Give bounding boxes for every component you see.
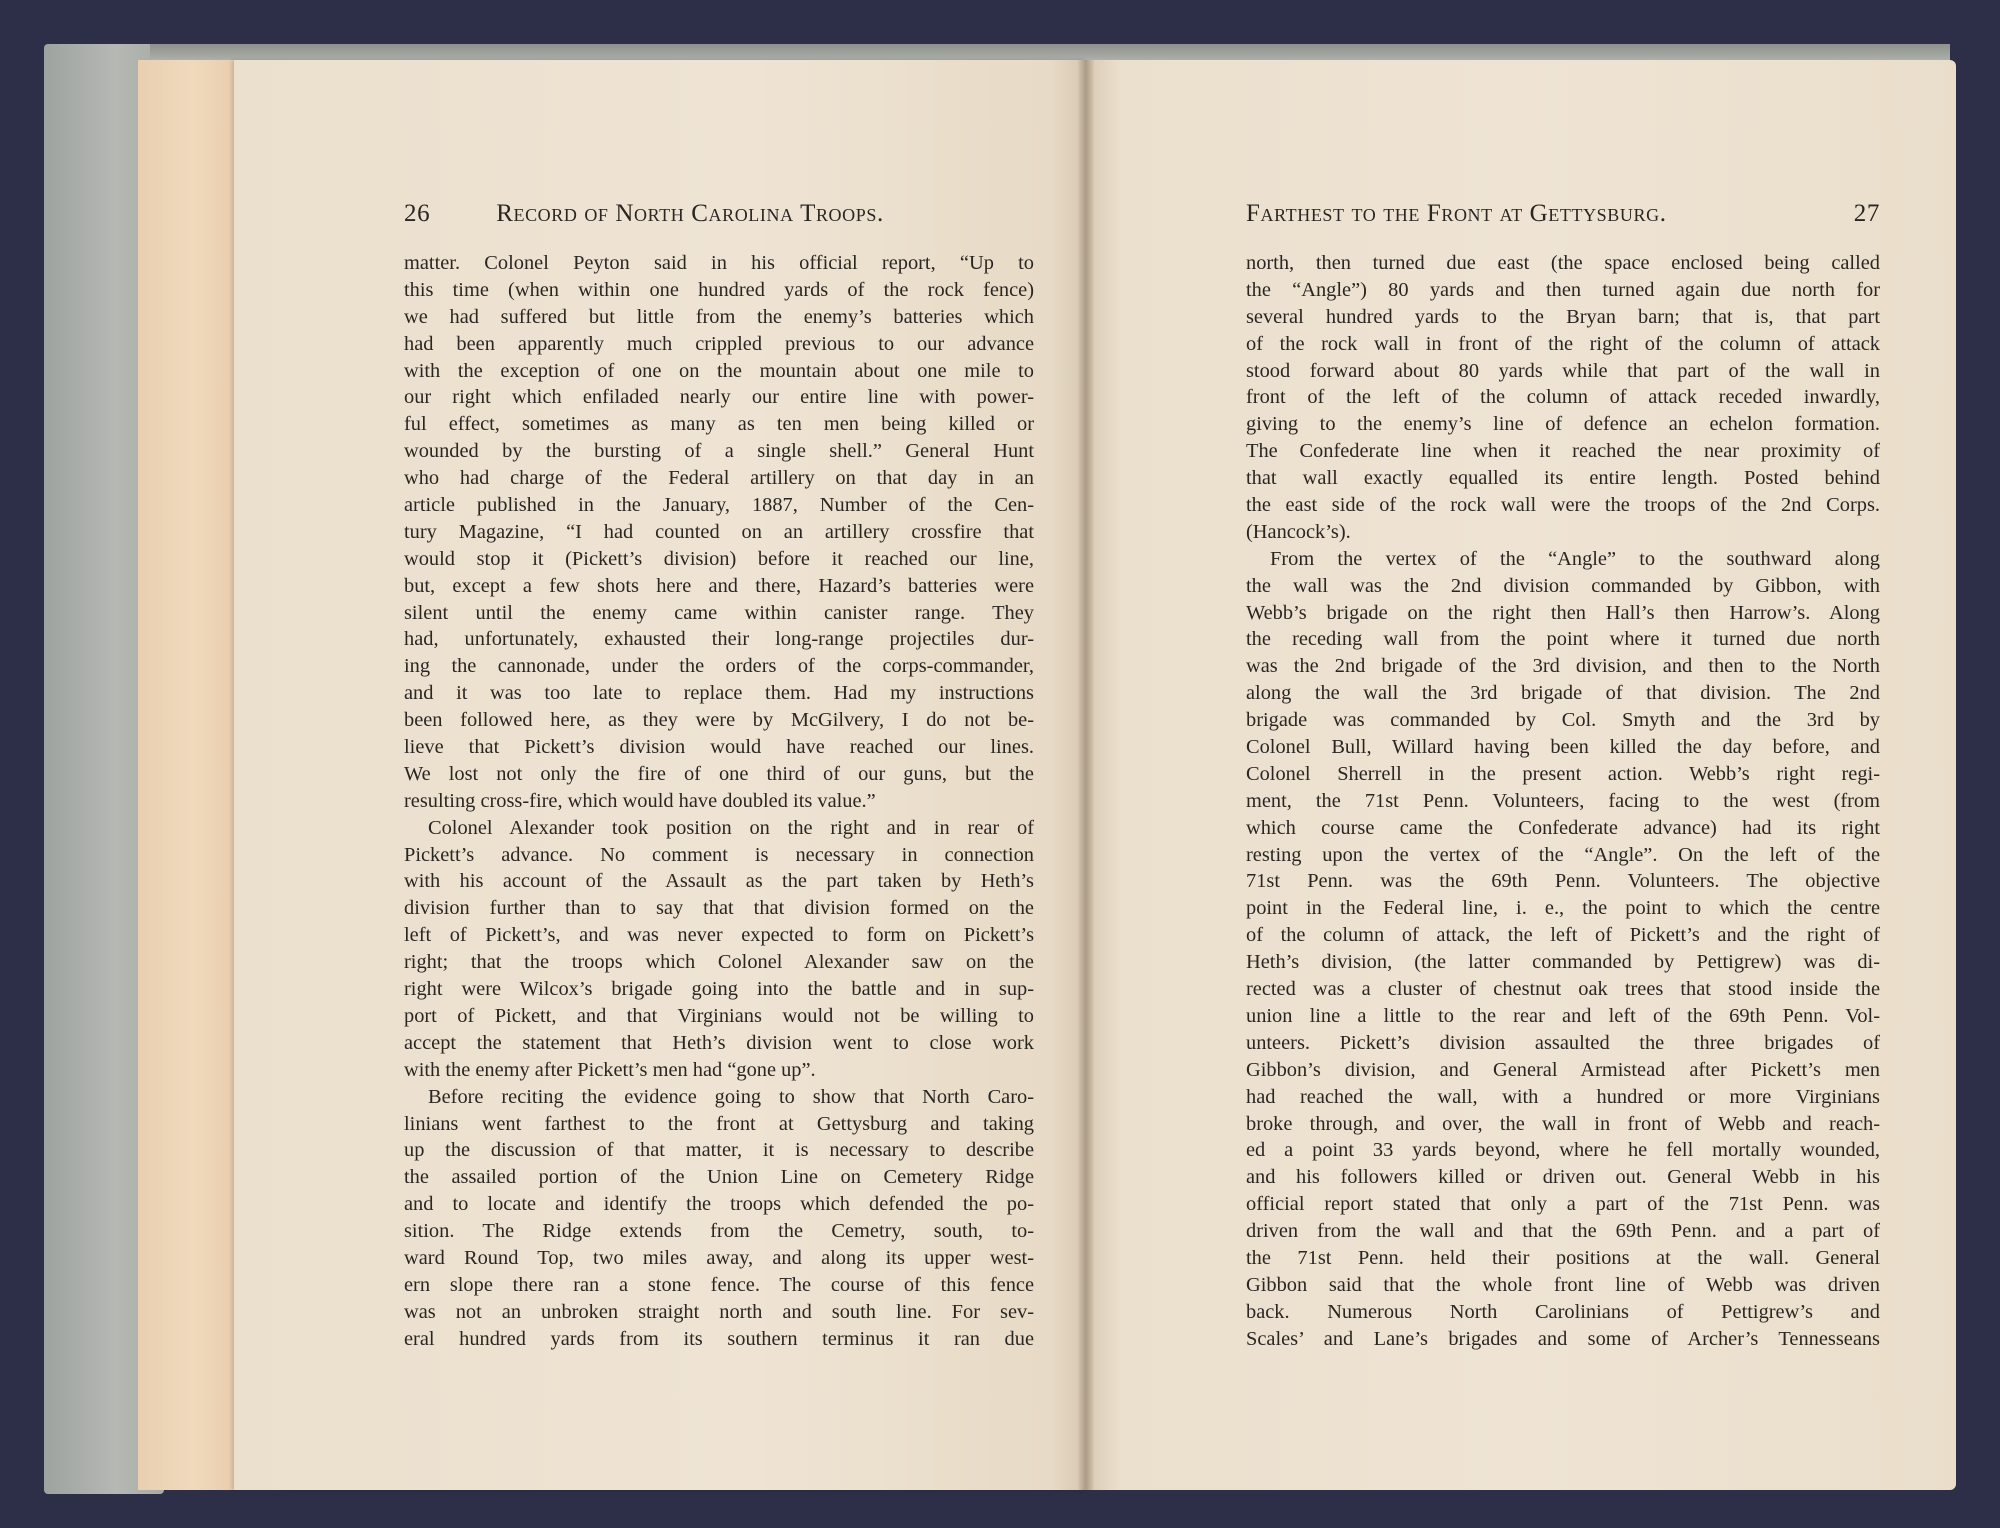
text-line: eral hundred yards from its southern terminus it ran due — [404, 1327, 1034, 1350]
right-running-title: Farthest to the Front at Gettysburg. — [1246, 200, 1667, 227]
text-line: resulting cross-fire, which would have doubled its value.” — [404, 789, 876, 812]
right-running-head — [1246, 200, 1880, 232]
text-line: right were Wilcox’s brigade going into the battle and in sup- — [404, 978, 1034, 1001]
text-line: our right which enfiladed nearly our entire line with power- — [404, 386, 1034, 409]
text-line: Pickett’s advance. No comment is necessary in connection — [404, 843, 1034, 866]
text-line: with his account of the Assault as the part taken by Heth’s — [404, 870, 1034, 893]
text-line: unteers. Pickett’s division assaulted the three brigades of — [1246, 1031, 1880, 1054]
text-line: north, then turned due east (the space enclosed being called — [1246, 252, 1880, 274]
text-line: article published in the January, 1887, Number of the Cen- — [404, 494, 1034, 517]
text-line: Heth’s division, (the latter commanded by Pettigrew) was di- — [1246, 951, 1880, 974]
text-line: silent until the enemy came within canister range. They — [404, 601, 1034, 624]
text-line: of the column of attack, the left of Pickett’s and the right of — [1246, 924, 1880, 947]
text-line: brigade was commanded by Col. Smyth and the 3rd by — [1246, 709, 1880, 732]
text-line: From the vertex of the “Angle” to the southward along — [1270, 547, 1880, 570]
text-line: and it was too late to replace them. Had my instructions — [404, 682, 1034, 705]
text-line: the 71st Penn. held their positions at the wall. General — [1246, 1246, 1880, 1269]
text-line: this time (when within one hundred yards of the rock fence) — [404, 278, 1034, 301]
text-line: the east side of the rock wall were the troops of the 2nd Corps. — [1246, 494, 1880, 517]
text-line: we had suffered but little from the enemy’s batteries which — [404, 305, 1034, 328]
text-line: Colonel Sherrell in the present action. Webb’s right regi- — [1246, 762, 1880, 785]
text-line: was not an unbroken straight north and south line. For sev- — [404, 1300, 1034, 1323]
left-running-title: Record of North Carolina Troops. — [496, 200, 884, 227]
text-line: ment, the 71st Penn. Volunteers, facing to the west (from — [1246, 789, 1880, 812]
book-gutter — [1078, 60, 1094, 1490]
text-line: stood forward about 80 yards while that part of the wall in — [1246, 359, 1880, 382]
text-line: resting upon the vertex of the “Angle”. On the left of the — [1246, 843, 1880, 866]
text-line: giving to the enemy’s line of defence an echelon formation. — [1246, 413, 1880, 436]
text-line: had, unfortunately, exhausted their long-range projectiles dur- — [404, 628, 1034, 651]
text-line: wounded by the bursting of a single shell.” General Hunt — [404, 440, 1034, 463]
text-line: of the rock wall in front of the right of the column of attack — [1246, 332, 1880, 355]
left-page-text — [404, 250, 1034, 1353]
text-line: union line a little to the rear and left of the 69th Penn. Vol- — [1246, 1004, 1880, 1027]
right-page-number: 27 — [1853, 200, 1880, 227]
text-line: up the discussion of that matter, it is necessary to describe — [404, 1139, 1034, 1162]
left-page — [234, 60, 1086, 1490]
text-line: Colonel Bull, Willard having been killed the day before, and — [1246, 736, 1880, 759]
text-line: and to locate and identify the troops which defended the po- — [404, 1193, 1034, 1216]
text-line: ing the cannonade, under the orders of the corps-commander, — [404, 655, 1034, 678]
right-page — [1086, 60, 1956, 1490]
text-line: rected was a cluster of chestnut oak trees that stood inside the — [1246, 978, 1880, 1001]
text-line: right; that the troops which Colonel Alexander saw on the — [404, 951, 1034, 974]
text-line: linians went farthest to the front at Gettysburg and taking — [404, 1112, 1034, 1135]
text-line: several hundred yards to the Bryan barn; that is, that part — [1246, 305, 1880, 328]
left-page-number: 26 — [404, 200, 431, 227]
text-line: left of Pickett’s, and was never expected to form on Pickett’s — [404, 924, 1034, 947]
text-line: was the 2nd brigade of the 3rd division, and then to the North — [1246, 655, 1880, 678]
text-line: had reached the wall, with a hundred or more Virginians — [1246, 1085, 1880, 1108]
text-line: We lost not only the fire of one third of our guns, but the — [404, 762, 1034, 785]
text-line: the wall was the 2nd division commanded by Gibbon, with — [1246, 574, 1880, 597]
text-line: driven from the wall and that the 69th Penn. and a part of — [1246, 1220, 1880, 1243]
text-line: Webb’s brigade on the right then Hall’s then Harrow’s. Along — [1246, 601, 1880, 624]
text-line: matter. Colonel Peyton said in his official report, “Up to — [404, 252, 1034, 274]
text-line: broke through, and over, the wall in front of Webb and reach- — [1246, 1112, 1880, 1135]
text-line: The Confederate line when it reached the near proximity of — [1246, 440, 1880, 463]
text-line: Before reciting the evidence going to show that North Caro- — [428, 1085, 1034, 1108]
flyleaf-edge — [138, 60, 248, 1490]
text-line: front of the left of the column of attack receded inwardly, — [1246, 386, 1880, 409]
text-line: but, except a few shots here and there, Hazard’s batteries were — [404, 574, 1034, 597]
text-line: the assailed portion of the Union Line on Cemetery Ridge — [404, 1166, 1034, 1189]
text-line: ful effect, sometimes as many as ten men being killed or — [404, 413, 1034, 436]
text-line: ward Round Top, two miles away, and along its upper west- — [404, 1246, 1034, 1269]
text-line: tury Magazine, “I had counted on an artillery crossfire that — [404, 520, 1034, 543]
text-line: been followed here, as they were by McGilvery, I do not be- — [404, 709, 1034, 732]
text-line: port of Pickett, and that Virginians would not be willing to — [404, 1004, 1034, 1027]
text-line: (Hancock’s). — [1246, 520, 1351, 543]
text-line: Gibbon’s division, and General Armistead after Pickett’s men — [1246, 1058, 1880, 1081]
text-line: with the enemy after Pickett’s men had “gone up”. — [404, 1058, 816, 1081]
text-line: 71st Penn. was the 69th Penn. Volunteers. The objective — [1246, 870, 1880, 893]
text-line: sition. The Ridge extends from the Cemetry, south, to- — [404, 1220, 1034, 1243]
text-line: along the wall the 3rd brigade of that division. The 2nd — [1246, 682, 1880, 705]
text-line: with the exception of one on the mountain about one mile to — [404, 359, 1034, 382]
text-line: lieve that Pickett’s division would have reached our lines. — [404, 736, 1034, 759]
text-line: which course came the Confederate advance) had its right — [1246, 816, 1880, 839]
text-line: accept the statement that Heth’s division went to close work — [404, 1031, 1034, 1054]
text-line: would stop it (Pickett’s division) before it reached our line, — [404, 547, 1034, 570]
text-line: Scales’ and Lane’s brigades and some of Archer’s Tennesseans — [1246, 1327, 1880, 1350]
text-line: Gibbon said that the whole front line of Webb was driven — [1246, 1273, 1880, 1296]
text-line: who had charge of the Federal artillery on that day in an — [404, 467, 1034, 490]
text-line: Colonel Alexander took position on the right and in rear of — [428, 816, 1034, 839]
text-line: the receding wall from the point where it turned due north — [1246, 628, 1880, 651]
right-page-text — [1246, 250, 1880, 1353]
text-line: back. Numerous North Carolinians of Pettigrew’s and — [1246, 1300, 1880, 1323]
text-line: the “Angle”) 80 yards and then turned again due north for — [1246, 278, 1880, 301]
text-line: that wall exactly equalled its entire length. Posted behind — [1246, 467, 1880, 490]
text-line: point in the Federal line, i. e., the point to which the centre — [1246, 897, 1880, 920]
text-line: division further than to say that that division formed on the — [404, 897, 1034, 920]
text-line: ern slope there ran a stone fence. The course of this fence — [404, 1273, 1034, 1296]
text-line: and his followers killed or driven out. General Webb in his — [1246, 1166, 1880, 1189]
text-line: ed a point 33 yards beyond, where he fell mortally wounded, — [1246, 1139, 1880, 1162]
left-running-head — [404, 200, 1034, 232]
text-line: official report stated that only a part of the 71st Penn. was — [1246, 1193, 1880, 1216]
text-line: had been apparently much crippled previous to our advance — [404, 332, 1034, 355]
